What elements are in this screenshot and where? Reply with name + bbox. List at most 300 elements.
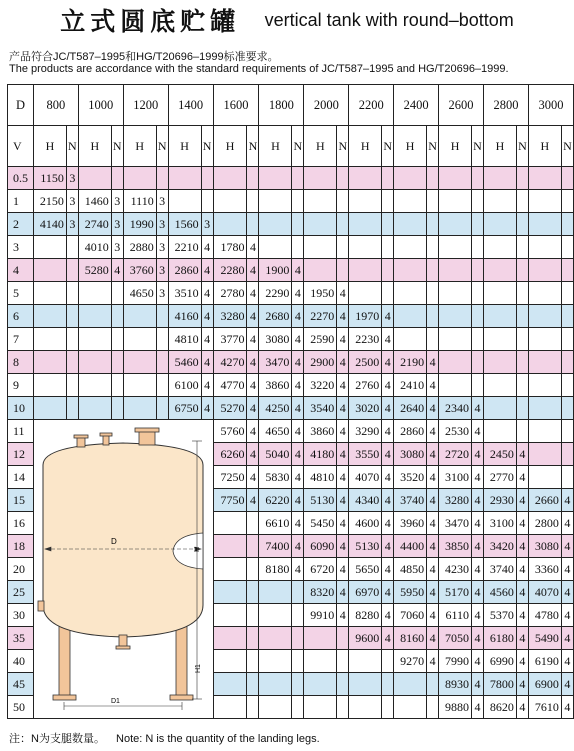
header-d-label: D	[8, 85, 34, 126]
legs-cell	[247, 581, 259, 604]
header-h: H	[259, 126, 292, 167]
height-cell: 2740	[78, 213, 111, 236]
legs-cell: 4	[247, 374, 259, 397]
height-cell: 9270	[394, 650, 427, 673]
legs-cell: 4	[472, 489, 484, 512]
height-cell	[213, 558, 247, 581]
legs-cell: 4	[427, 604, 439, 627]
height-cell	[483, 236, 516, 259]
legs-cell	[561, 374, 573, 397]
legs-cell	[561, 305, 573, 328]
height-cell	[528, 305, 561, 328]
legs-cell: 4	[516, 443, 528, 466]
height-cell	[78, 167, 111, 190]
legs-cell	[111, 374, 123, 397]
height-cell: 8160	[394, 627, 427, 650]
dimension-d1	[64, 702, 182, 710]
header-row-diameter	[8, 85, 574, 126]
header-diameter: 1600	[213, 85, 259, 126]
legs-cell	[516, 397, 528, 420]
legs-cell: 4	[337, 305, 349, 328]
volume-cell: 14	[8, 466, 34, 489]
legs-cell	[247, 673, 259, 696]
legs-cell: 4	[382, 581, 394, 604]
height-cell	[439, 259, 472, 282]
height-cell	[483, 167, 516, 190]
height-cell: 5950	[394, 581, 427, 604]
legs-cell	[292, 190, 304, 213]
height-cell	[439, 236, 472, 259]
legs-cell	[427, 190, 439, 213]
height-cell: 4810	[168, 328, 201, 351]
height-cell	[259, 650, 292, 673]
legs-cell: 4	[516, 673, 528, 696]
legs-cell	[292, 213, 304, 236]
legs-cell: 4	[337, 374, 349, 397]
height-cell: 3510	[168, 282, 201, 305]
height-cell: 5170	[439, 581, 472, 604]
header-diameter: 2800	[483, 85, 528, 126]
height-cell: 2880	[123, 236, 156, 259]
height-cell: 3860	[259, 374, 292, 397]
height-cell	[304, 236, 337, 259]
legs-cell	[156, 374, 168, 397]
height-cell: 5270	[213, 397, 247, 420]
height-cell: 3520	[394, 466, 427, 489]
legs-cell: 4	[337, 420, 349, 443]
height-cell	[213, 581, 247, 604]
legs-cell: 4	[292, 558, 304, 581]
legs-cell: 3	[111, 236, 123, 259]
height-cell	[394, 213, 427, 236]
legs-cell: 4	[427, 627, 439, 650]
height-cell	[483, 259, 516, 282]
volume-cell: 0.5	[8, 167, 34, 190]
height-cell	[213, 627, 247, 650]
height-cell: 7400	[259, 535, 292, 558]
height-cell	[394, 259, 427, 282]
nozzle-left	[77, 437, 85, 447]
legs-cell: 4	[561, 604, 573, 627]
height-cell: 3080	[259, 328, 292, 351]
legs-cell	[247, 512, 259, 535]
legs-cell: 4	[427, 466, 439, 489]
legs-cell: 4	[472, 535, 484, 558]
height-cell	[483, 397, 516, 420]
header-n: N	[247, 126, 259, 167]
legs-cell: 4	[292, 305, 304, 328]
legs-cell	[561, 397, 573, 420]
height-cell: 6720	[304, 558, 337, 581]
legs-cell: 4	[292, 351, 304, 374]
legs-cell: 4	[382, 535, 394, 558]
height-cell	[213, 650, 247, 673]
height-cell: 2860	[394, 420, 427, 443]
legs-cell	[66, 236, 78, 259]
legs-cell	[472, 259, 484, 282]
header-n: N	[516, 126, 528, 167]
legs-cell	[156, 328, 168, 351]
legs-cell	[472, 213, 484, 236]
legs-cell	[427, 167, 439, 190]
height-cell: 2530	[439, 420, 472, 443]
height-cell: 1560	[168, 213, 201, 236]
header-n: N	[292, 126, 304, 167]
height-cell	[78, 282, 111, 305]
legs-cell: 4	[247, 489, 259, 512]
legs-cell	[472, 190, 484, 213]
height-cell	[483, 305, 516, 328]
header-v-label: V	[8, 126, 34, 167]
height-cell	[123, 328, 156, 351]
height-cell	[78, 397, 111, 420]
legs-cell: 4	[472, 443, 484, 466]
legs-cell: 4	[201, 328, 213, 351]
legs-cell: 4	[337, 466, 349, 489]
title-chinese: 立式圆底贮罐	[60, 8, 241, 36]
height-cell	[439, 328, 472, 351]
height-cell	[528, 374, 561, 397]
height-cell: 6220	[259, 489, 292, 512]
volume-cell: 11	[8, 420, 34, 443]
height-cell: 4340	[349, 489, 382, 512]
volume-cell: 45	[8, 673, 34, 696]
height-cell	[304, 259, 337, 282]
legs-cell	[561, 259, 573, 282]
legs-cell	[292, 650, 304, 673]
volume-cell: 25	[8, 581, 34, 604]
height-cell: 6260	[213, 443, 247, 466]
height-cell: 3960	[394, 512, 427, 535]
volume-cell: 15	[8, 489, 34, 512]
legs-cell	[516, 305, 528, 328]
legs-cell	[111, 282, 123, 305]
label-h1: H1	[195, 664, 202, 673]
height-cell	[439, 190, 472, 213]
legs-cell	[66, 305, 78, 328]
legs-cell: 4	[247, 420, 259, 443]
legs-cell	[292, 236, 304, 259]
legs-cell: 3	[156, 213, 168, 236]
height-cell: 3420	[483, 535, 516, 558]
header-diameter: 2200	[349, 85, 394, 126]
height-cell	[483, 328, 516, 351]
legs-cell: 4	[292, 328, 304, 351]
height-cell: 5450	[304, 512, 337, 535]
height-cell	[483, 351, 516, 374]
legs-cell: 4	[427, 650, 439, 673]
header-diameter: 1000	[78, 85, 123, 126]
legs-cell	[111, 397, 123, 420]
legs-cell	[382, 673, 394, 696]
legs-cell	[66, 282, 78, 305]
height-cell	[349, 213, 382, 236]
legs-cell: 4	[516, 466, 528, 489]
height-cell: 3540	[304, 397, 337, 420]
legs-cell: 4	[472, 558, 484, 581]
height-cell: 1110	[123, 190, 156, 213]
height-cell	[439, 374, 472, 397]
legs-cell: 4	[247, 443, 259, 466]
legs-cell	[156, 305, 168, 328]
height-cell	[213, 512, 247, 535]
height-cell	[304, 190, 337, 213]
legs-cell: 4	[561, 581, 573, 604]
label-h: H	[194, 546, 201, 552]
volume-cell: 50	[8, 696, 34, 719]
height-cell: 3860	[304, 420, 337, 443]
height-cell: 3770	[213, 328, 247, 351]
legs-cell	[427, 673, 439, 696]
height-cell	[213, 167, 247, 190]
height-cell: 1990	[123, 213, 156, 236]
header-h: H	[304, 126, 337, 167]
height-cell: 7610	[528, 696, 561, 719]
legs-cell	[247, 650, 259, 673]
height-cell: 3080	[394, 443, 427, 466]
header-diameter: 3000	[528, 85, 573, 126]
legs-cell: 3	[66, 190, 78, 213]
legs-cell	[292, 673, 304, 696]
height-cell: 2290	[259, 282, 292, 305]
height-cell	[349, 696, 382, 719]
height-cell	[33, 351, 66, 374]
height-cell	[213, 535, 247, 558]
legs-cell	[427, 282, 439, 305]
height-cell: 2190	[394, 351, 427, 374]
height-cell: 4230	[439, 558, 472, 581]
volume-cell: 18	[8, 535, 34, 558]
height-cell	[304, 167, 337, 190]
height-cell	[394, 282, 427, 305]
height-cell: 8280	[349, 604, 382, 627]
legs-cell: 3	[66, 213, 78, 236]
height-cell: 6610	[259, 512, 292, 535]
legs-cell: 4	[516, 604, 528, 627]
height-cell: 4400	[394, 535, 427, 558]
height-cell: 3740	[483, 558, 516, 581]
height-cell	[528, 328, 561, 351]
height-cell	[528, 190, 561, 213]
height-cell	[349, 259, 382, 282]
height-cell: 3740	[394, 489, 427, 512]
height-cell: 1780	[213, 236, 247, 259]
height-cell: 2150	[33, 190, 66, 213]
legs-cell	[111, 351, 123, 374]
legs-cell: 4	[337, 512, 349, 535]
height-cell: 6090	[304, 535, 337, 558]
height-cell: 5130	[349, 535, 382, 558]
legs-cell	[247, 213, 259, 236]
height-cell	[259, 604, 292, 627]
height-cell	[259, 236, 292, 259]
legs-cell	[516, 213, 528, 236]
height-cell: 2770	[483, 466, 516, 489]
height-cell	[304, 650, 337, 673]
height-cell: 3100	[439, 466, 472, 489]
height-cell: 6900	[528, 673, 561, 696]
header-n: N	[156, 126, 168, 167]
page-title	[0, 2, 574, 38]
legs-cell: 4	[427, 512, 439, 535]
header-h: H	[439, 126, 472, 167]
height-cell: 4810	[304, 466, 337, 489]
legs-cell	[516, 328, 528, 351]
height-cell	[394, 305, 427, 328]
height-cell	[259, 167, 292, 190]
height-cell	[483, 420, 516, 443]
legs-cell	[292, 627, 304, 650]
header-diameter: 2000	[304, 85, 349, 126]
legs-cell	[516, 374, 528, 397]
height-cell: 2410	[394, 374, 427, 397]
height-cell: 8620	[483, 696, 516, 719]
height-cell: 2780	[213, 282, 247, 305]
legs-cell: 4	[382, 374, 394, 397]
volume-cell: 30	[8, 604, 34, 627]
height-cell	[33, 328, 66, 351]
height-cell	[528, 397, 561, 420]
height-cell: 8180	[259, 558, 292, 581]
table-row	[8, 213, 574, 236]
height-cell	[33, 236, 66, 259]
height-cell: 8320	[304, 581, 337, 604]
height-cell	[394, 236, 427, 259]
height-cell	[304, 696, 337, 719]
height-cell: 5130	[304, 489, 337, 512]
legs-cell	[472, 167, 484, 190]
legs-cell: 4	[247, 282, 259, 305]
height-cell: 4180	[304, 443, 337, 466]
height-cell: 7750	[213, 489, 247, 512]
height-cell: 6750	[168, 397, 201, 420]
header-n: N	[337, 126, 349, 167]
tank-leg-left	[59, 619, 70, 697]
volume-cell: 35	[8, 627, 34, 650]
legs-cell: 3	[156, 282, 168, 305]
height-cell: 3220	[304, 374, 337, 397]
legs-cell	[247, 696, 259, 719]
height-cell: 2900	[304, 351, 337, 374]
height-cell: 4650	[123, 282, 156, 305]
legs-cell: 4	[472, 420, 484, 443]
volume-cell: 6	[8, 305, 34, 328]
legs-cell	[561, 466, 573, 489]
volume-cell: 5	[8, 282, 34, 305]
height-cell: 2720	[439, 443, 472, 466]
height-cell	[349, 650, 382, 673]
height-cell: 2280	[213, 259, 247, 282]
height-cell: 6190	[528, 650, 561, 673]
legs-cell	[66, 397, 78, 420]
legs-cell: 4	[382, 305, 394, 328]
nozzle-manway	[139, 431, 155, 445]
legs-cell	[382, 167, 394, 190]
height-cell: 7990	[439, 650, 472, 673]
legs-cell: 4	[247, 351, 259, 374]
height-cell	[528, 167, 561, 190]
volume-cell: 12	[8, 443, 34, 466]
legs-cell: 4	[292, 282, 304, 305]
legs-cell	[472, 351, 484, 374]
legs-cell	[516, 420, 528, 443]
legs-cell: 4	[472, 512, 484, 535]
height-cell	[78, 328, 111, 351]
volume-cell: 7	[8, 328, 34, 351]
legs-cell: 4	[382, 558, 394, 581]
height-cell	[528, 466, 561, 489]
legs-cell	[156, 167, 168, 190]
height-cell	[394, 328, 427, 351]
legs-cell	[337, 650, 349, 673]
legs-cell: 4	[561, 558, 573, 581]
height-cell: 2230	[349, 328, 382, 351]
table-row	[8, 190, 574, 213]
height-cell	[168, 190, 201, 213]
legs-cell	[247, 535, 259, 558]
height-cell	[304, 673, 337, 696]
legs-cell: 4	[292, 489, 304, 512]
height-cell	[483, 190, 516, 213]
legs-cell	[561, 190, 573, 213]
height-cell: 4140	[33, 213, 66, 236]
legs-cell: 4	[561, 696, 573, 719]
height-cell: 7250	[213, 466, 247, 489]
header-n: N	[66, 126, 78, 167]
nozzle-mid	[103, 435, 109, 445]
legs-cell: 4	[382, 604, 394, 627]
legs-cell: 4	[427, 351, 439, 374]
legs-cell	[292, 581, 304, 604]
height-cell: 5040	[259, 443, 292, 466]
height-cell	[123, 374, 156, 397]
height-cell: 1150	[33, 167, 66, 190]
legs-cell	[561, 236, 573, 259]
legs-cell	[516, 167, 528, 190]
legs-cell: 4	[516, 535, 528, 558]
height-cell	[33, 282, 66, 305]
height-cell: 3850	[439, 535, 472, 558]
legs-cell	[292, 696, 304, 719]
height-cell: 4770	[213, 374, 247, 397]
height-cell: 9910	[304, 604, 337, 627]
legs-cell	[337, 696, 349, 719]
height-cell: 1950	[304, 282, 337, 305]
legs-cell	[201, 167, 213, 190]
height-cell	[123, 397, 156, 420]
height-cell: 5490	[528, 627, 561, 650]
legs-cell: 4	[337, 282, 349, 305]
legs-cell: 4	[472, 581, 484, 604]
legs-cell: 4	[337, 328, 349, 351]
legs-cell	[427, 259, 439, 282]
legs-cell: 4	[472, 397, 484, 420]
height-cell: 7050	[439, 627, 472, 650]
height-cell: 5460	[168, 351, 201, 374]
height-cell: 3280	[213, 305, 247, 328]
header-h: H	[33, 126, 66, 167]
legs-cell	[292, 604, 304, 627]
tank-foot-right	[170, 695, 193, 700]
intro-english: The products are accordance with the standard requirements of JC/T587–1995 and HG/T20696–1999.	[9, 63, 509, 75]
volume-cell: 20	[8, 558, 34, 581]
legs-cell	[66, 328, 78, 351]
height-cell: 6110	[439, 604, 472, 627]
height-cell: 2500	[349, 351, 382, 374]
table-row	[8, 397, 574, 420]
legs-cell	[472, 374, 484, 397]
legs-cell: 4	[247, 397, 259, 420]
